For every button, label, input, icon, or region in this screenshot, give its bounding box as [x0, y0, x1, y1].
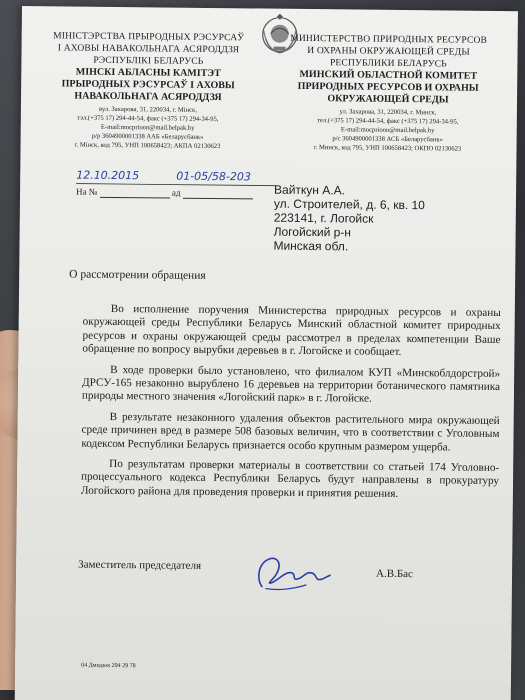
- letterhead-belarusian: [43, 30, 254, 151]
- addressee-line: 223141, г. Логойск: [273, 210, 374, 226]
- letterhead-committee: ПРЫРОДНЫХ РЭСУРСАЎ І АХОВЫ: [61, 78, 235, 92]
- letterhead-line: И ОХРАНЫ ОКРУЖАЮЩЕЙ СРЕДЫ: [307, 45, 470, 58]
- letterhead-contact: тэл.(+375 17) 294-44-54, факс (+375 17) 294-34-95,: [77, 114, 219, 124]
- body-paragraph: По результатам проверки материалы в соответствии со статьей 174 Уголовно-процессуального кодекса Республики Беларусь будут направлены в прокуратуру Логойского района для проведения проверки и принятия решения.: [80, 458, 500, 500]
- letterhead-contact: E-mail:mocprioon@mail.belpak.by: [340, 126, 435, 135]
- letterhead-line: МІНІСТЭРСТВА ПРЫРОДНЫХ РЭСУРСАЎ: [53, 31, 245, 44]
- letterhead-contact: р/с 3604900001338 АСБ «Беларусбанк»: [332, 135, 443, 144]
- letterhead-line: РЭСПУБЛІКІ БЕЛАРУСЬ: [93, 55, 204, 67]
- letterhead-committee: НАВАКОЛЬНАГА АСЯРОДДЗЯ: [74, 90, 222, 104]
- addressee-line: Логойский р-н: [273, 224, 352, 240]
- body-paragraph: В результате незаконного удаления объектов растительного мира окружающей среде причинен вред в размере 508 базовых величин, что в соответствии с Уголовным кодексом Республики Беларусь признается особо крупным размером ущерба.: [81, 410, 500, 454]
- letter-body: [81, 303, 501, 510]
- reference-blank: [183, 188, 253, 200]
- addressee-line: Вайткун А.А.: [274, 182, 346, 198]
- letter-subject: О рассмотрении обращения: [69, 268, 206, 282]
- letterhead-committee: ОКРУЖАЮЩЕЙ СРЕДЫ: [327, 93, 449, 106]
- body-paragraph: В ходе проверки было установлено, что филиалом КУП «Минскоблдорстрой» ДРСУ-165 незаконно вырублено 16 деревьев на территории ботанического памятника природы местного значения «Логойский парк» в г. Логойске.: [81, 363, 501, 406]
- addressee-block: [273, 183, 425, 255]
- letterhead-committee: МИНСКИЙ ОБЛАСТНОЙ КОМИТЕТ: [299, 68, 478, 82]
- letterhead-committee: МІНСКІ АБЛАСНЫ КАМІТЭТ: [75, 66, 221, 80]
- letterhead-russian: [282, 33, 493, 154]
- executor-note: 04 Дмидюк 294 29 78: [81, 662, 136, 670]
- letterhead-contact: тел.(+375 17) 294-44-54, факс (+375 17) 294-34-95,: [317, 117, 459, 126]
- handwritten-date: 12.10.2015: [76, 168, 140, 183]
- reference-blank: [100, 187, 170, 199]
- letterhead-line: РЕСПУБЛИКИ БЕЛАРУСЬ: [329, 58, 447, 70]
- letterhead-contact: г. Минск, код 795, УНП 100658423; ОКПО 02130623: [313, 144, 462, 153]
- letterhead-contact: г. Мінск, код 795, УНП 100658423; АКПА 02130623: [74, 141, 221, 151]
- handwritten-signature-icon: [248, 548, 338, 595]
- letterhead-contact: р/р 3604900001338 ААБ «Беларусбанк»: [91, 132, 204, 141]
- signatory-name: А.В.Бас: [376, 567, 414, 581]
- reference-number-line: [76, 187, 253, 200]
- body-paragraph: Во исполнение поручения Министерства природных ресурсов и охраны окружающей среды Республики Беларусь Минский областной комитет природных ресурсов и охраны окружающей среды рассмотрел в пределах компетенции Ваше обращение по вопросу вырубки деревьев в г. Логойске и сообщает.: [82, 302, 501, 359]
- letterhead-contact: ул. Захарова, 31, 220034, г. Минск,: [339, 108, 437, 117]
- addressee-line: Минская обл.: [273, 238, 349, 254]
- reference-label: На №: [76, 186, 98, 197]
- letterhead-contact: E-mail:mocprioon@mail.belpak.by: [100, 123, 195, 132]
- letterhead-committee: ПРИРОДНЫХ РЕСУРСОВ И ОХРАНЫ: [297, 80, 479, 94]
- handwritten-number: 01-05/58-203: [176, 169, 251, 184]
- letterhead-line: МИНИСТЕРСТВО ПРИРОДНЫХ РЕСУРСОВ: [290, 33, 488, 46]
- addressee-line: ул. Строителей, д. 6, кв. 10: [273, 196, 425, 213]
- signatory-role: Заместитель председателя: [78, 558, 202, 572]
- letterhead-line: І АХОВЫ НАВАКОЛЬНАГА АСЯРОДДЗЯ: [57, 43, 240, 56]
- reference-mid-label: ад: [171, 187, 181, 198]
- letterhead-contact: вул. Захарова, 31, 220034, г. Мінск,: [98, 105, 197, 114]
- official-letter: [15, 6, 518, 700]
